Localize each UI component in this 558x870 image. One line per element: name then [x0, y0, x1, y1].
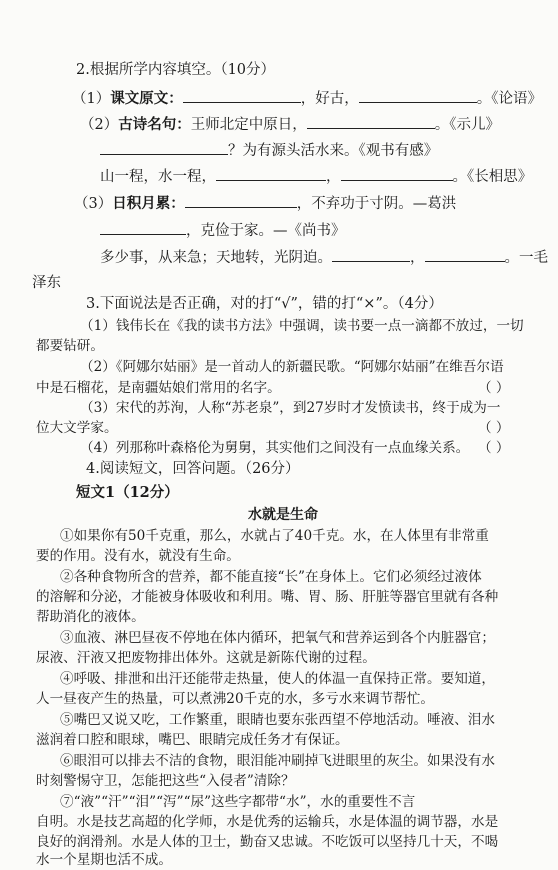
q2-s2-label: （2） — [80, 117, 119, 133]
blank-field[interactable] — [307, 114, 435, 129]
passage-line: 良好的润滑剂。水是人体的卫士，勤奋又忠诚。不吃饭可以坚持几十天，不喝 — [36, 834, 499, 850]
q3-item-1-line2: 都要钻研。 — [36, 338, 104, 354]
q3-heading: 3.下面说法是否正确，对的打“√”，错的打“×”。（4分） — [86, 296, 443, 312]
blank-field[interactable] — [183, 88, 301, 103]
blank-field[interactable] — [100, 220, 186, 235]
q2-s3-line2-end: ，克俭于家。—《尚书》 — [186, 223, 346, 239]
q2-s2-key: 古诗名句： — [118, 116, 191, 133]
passage-line: 水一个星期也活不成。 — [36, 852, 172, 868]
passage-line: 的溶解和分泌，才能被身体吸收和利用。嘴、胃、肠、肝脏等器官里就有各种 — [36, 589, 499, 605]
q3-item-2-line2: 中是石榴花，是南疆姑娘们常用的名字。 — [36, 380, 281, 396]
q2-s1-key: 课文原文： — [110, 90, 183, 107]
q2-s1-label: （1） — [72, 91, 111, 107]
q2-s3-line1 — [74, 193, 456, 214]
q2-s2-source: 。《示儿》 — [434, 117, 500, 133]
q4-heading: 4.阅读短文，回答问题。（26分） — [86, 461, 300, 477]
q2-s3-line1-end: ，不弃功于寸阴。—葛洪 — [296, 196, 457, 212]
passage-title: 水就是生命 — [248, 507, 318, 523]
q2-s3-line3 — [100, 247, 548, 268]
passage-line: ⑦“液”“汗”“泪”“泻”“尿”这些字都带“水”，水的重要性不言 — [60, 794, 416, 810]
q2-s3-line3-mid: ， — [410, 250, 425, 266]
blank-field[interactable] — [341, 166, 453, 181]
q2-s2-line3-end: 。《长相思》 — [452, 169, 533, 185]
passage-line: 滋润着口腔和眼球，嘴巴、眼睛完成任务才有保证。 — [36, 732, 349, 748]
q2-heading: 2.根据所学内容填空。（10分） — [76, 62, 276, 78]
q3-item-3-line1: （3）宋代的苏洵，人称“苏老泉”，到27岁时才发愤读书，终于成为一 — [80, 400, 501, 416]
q3-item-4-line1: （4）列那称叶森格伦为舅舅，其实他们之间没有一点血缘关系。 — [80, 440, 470, 456]
passage-label: 短文1（12分） — [76, 484, 179, 501]
q2-s3-line2 — [100, 220, 346, 241]
q2-s3-key: 日积月累： — [112, 195, 185, 212]
passage-line: 时刻警惕守卫，怎能把这些“入侵者”清除？ — [36, 773, 295, 789]
q2-s2-line3 — [100, 166, 532, 187]
passage-line: 人一昼夜产生的热量，可以煮沸20千克的水，多亏水来调节帮忙。 — [36, 691, 434, 707]
passage-line: ⑤嘴巴又说又吃，工作繁重，眼睛也要东张西望不停地活动。唾液、泪水 — [60, 712, 495, 728]
blank-field[interactable] — [425, 247, 505, 262]
q2-s1-mid: ，好古， — [300, 91, 359, 107]
q3-item-2-line1: （2）《阿娜尔姑丽》是一首动人的新疆民歌。“阿娜尔姑丽”在维吾尔语 — [80, 359, 504, 375]
passage-line: ④呼吸、排泄和出汗还能带走热量，使人的体温一直保持正常。要知道， — [60, 671, 495, 687]
judge-answer-box[interactable]: （ ） — [478, 380, 510, 396]
q2-s2-verse: 王师北定中原日， — [190, 117, 307, 133]
q2-s2-line3-mid: ， — [326, 169, 341, 185]
q2-s2-line3-start: 山一程，水一程， — [100, 169, 216, 185]
blank-field[interactable] — [185, 193, 297, 208]
passage-line: 帮助消化的液体。 — [36, 609, 145, 625]
q2-s2-line2 — [100, 140, 438, 161]
q2-s2-line1 — [80, 114, 500, 135]
q2-s3-line4: 泽东 — [32, 275, 61, 291]
passage-line: 要的作用。没有水，就没有生命。 — [36, 548, 240, 564]
blank-field[interactable] — [100, 140, 228, 155]
passage-line: ②各种食物所含的营养，都不能直接“长”在身体上。它们必须经过液体 — [60, 569, 482, 585]
judge-answer-box[interactable]: （ ） — [478, 440, 510, 456]
q2-s3-line3-start: 多少事，从来急；天地转，光阴迫。 — [100, 250, 332, 266]
q2-s1-end: 。《论语》 — [476, 91, 542, 107]
passage-line: ⑥眼泪可以排去不洁的食物，眼泪能冲刷掉飞进眼里的灰尘。如果没有水 — [60, 753, 495, 769]
blank-field[interactable] — [359, 88, 477, 103]
q2-s3-line3-end: 。一毛 — [504, 250, 548, 266]
blank-field[interactable] — [216, 166, 326, 181]
q3-item-3-line2: 位大文学家。 — [36, 420, 118, 436]
blank-field[interactable] — [332, 247, 410, 262]
passage-line: ③血液、淋巴昼夜不停地在体内循环，把氧气和营养运到各个内脏器官； — [60, 630, 495, 646]
q3-item-1-line1: （1）钱伟长在《我的读书方法》中强调，读书要一点一滴都不放过，一切 — [80, 318, 524, 334]
q2-s2-line2-text: ？为有源头活水来。《观书有感》 — [228, 143, 439, 159]
q2-s1-line — [72, 88, 542, 109]
passage-line: 尿液、汗液又把废物排出体外。这就是新陈代谢的过程。 — [36, 650, 376, 666]
passage-line: ①如果你有50千克重，那么，水就占了40千克。水，在人体里有非常重 — [60, 528, 489, 544]
q2-s3-label: （3） — [74, 196, 113, 212]
judge-answer-box[interactable]: （ ） — [478, 420, 510, 436]
passage-line: 自明。水是技艺高超的化学师，水是优秀的运输兵，水是体温的调节器，水是 — [36, 814, 499, 830]
